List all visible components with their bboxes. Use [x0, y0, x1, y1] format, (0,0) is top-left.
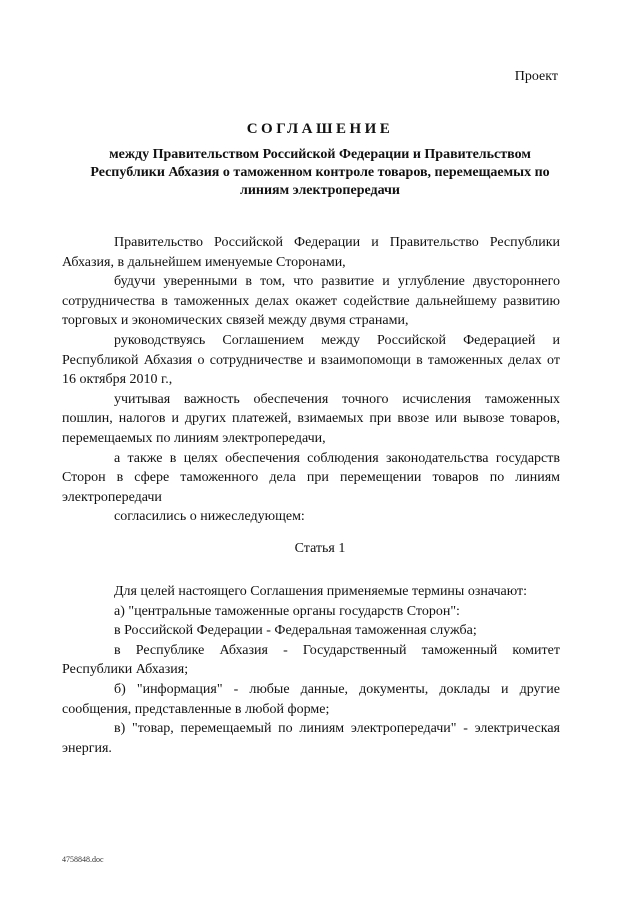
- article-paragraph: а) "центральные таможенные органы государств Сторон":: [114, 603, 460, 619]
- article-paragraph: Для целей настоящего Соглашения применяемые термины означают:: [114, 584, 528, 599]
- preamble-paragraph: руководствуясь Соглашением между Российской Федерацией и Республикой Абхазия о сотрудничестве и взаимопомощи в таможенных делах от 16 октября 2010 г.,: [62, 332, 560, 388]
- document-file-id: 4758848.doc: [62, 855, 104, 864]
- preamble-paragraph: а также в целях обеспечения соблюдения законодательства государств Сторон в сфере таможенного дела при перемещении товаров по линиям электропередачи: [62, 450, 560, 505]
- article-body: [62, 582, 560, 758]
- preamble: [62, 233, 560, 527]
- article-paragraph: в) "товар, перемещаемый по линиям электропередачи" - электрическая энергия.: [62, 721, 560, 756]
- draft-label: Проект: [514, 69, 558, 84]
- preamble-paragraph: учитывая важность обеспечения точного исчисления таможенных пошлин, налогов и других платежей, взимаемых при ввозе или вывозе товаров, перемещаемых по линиям электропередачи,: [62, 391, 560, 446]
- article-paragraph: в Республике Абхазия - Государственный таможенный комитет Республики Абхазия;: [62, 642, 560, 678]
- article-paragraph: в Российской Федерации - Федеральная таможенная служба;: [114, 623, 477, 639]
- preamble-paragraph: будучи уверенными в том, что развитие и углубление двустороннего сотрудничества в таможенных делах окажет содействие дальнейшему развитию торговых и экономических связей между двумя странами,: [62, 274, 560, 329]
- document-title: СОГЛАШЕНИЕ: [246, 121, 394, 137]
- document-subtitle: между Правительством Российской Федерации и Правительством Республики Абхазия о таможенном контроле товаров, перемещаемых по линиям электропередачи: [90, 147, 550, 198]
- article-paragraph: б) "информация" - любые данные, документы, доклады и другие сообщения, представленные в любой форме;: [62, 681, 560, 717]
- preamble-paragraph: Правительство Российской Федерации и Правительство Республики Абхазия, в дальнейшем именуемые Сторонами,: [62, 235, 560, 270]
- article-title: Статья 1: [294, 541, 346, 556]
- preamble-paragraph: согласились о нижеследующем:: [114, 509, 305, 525]
